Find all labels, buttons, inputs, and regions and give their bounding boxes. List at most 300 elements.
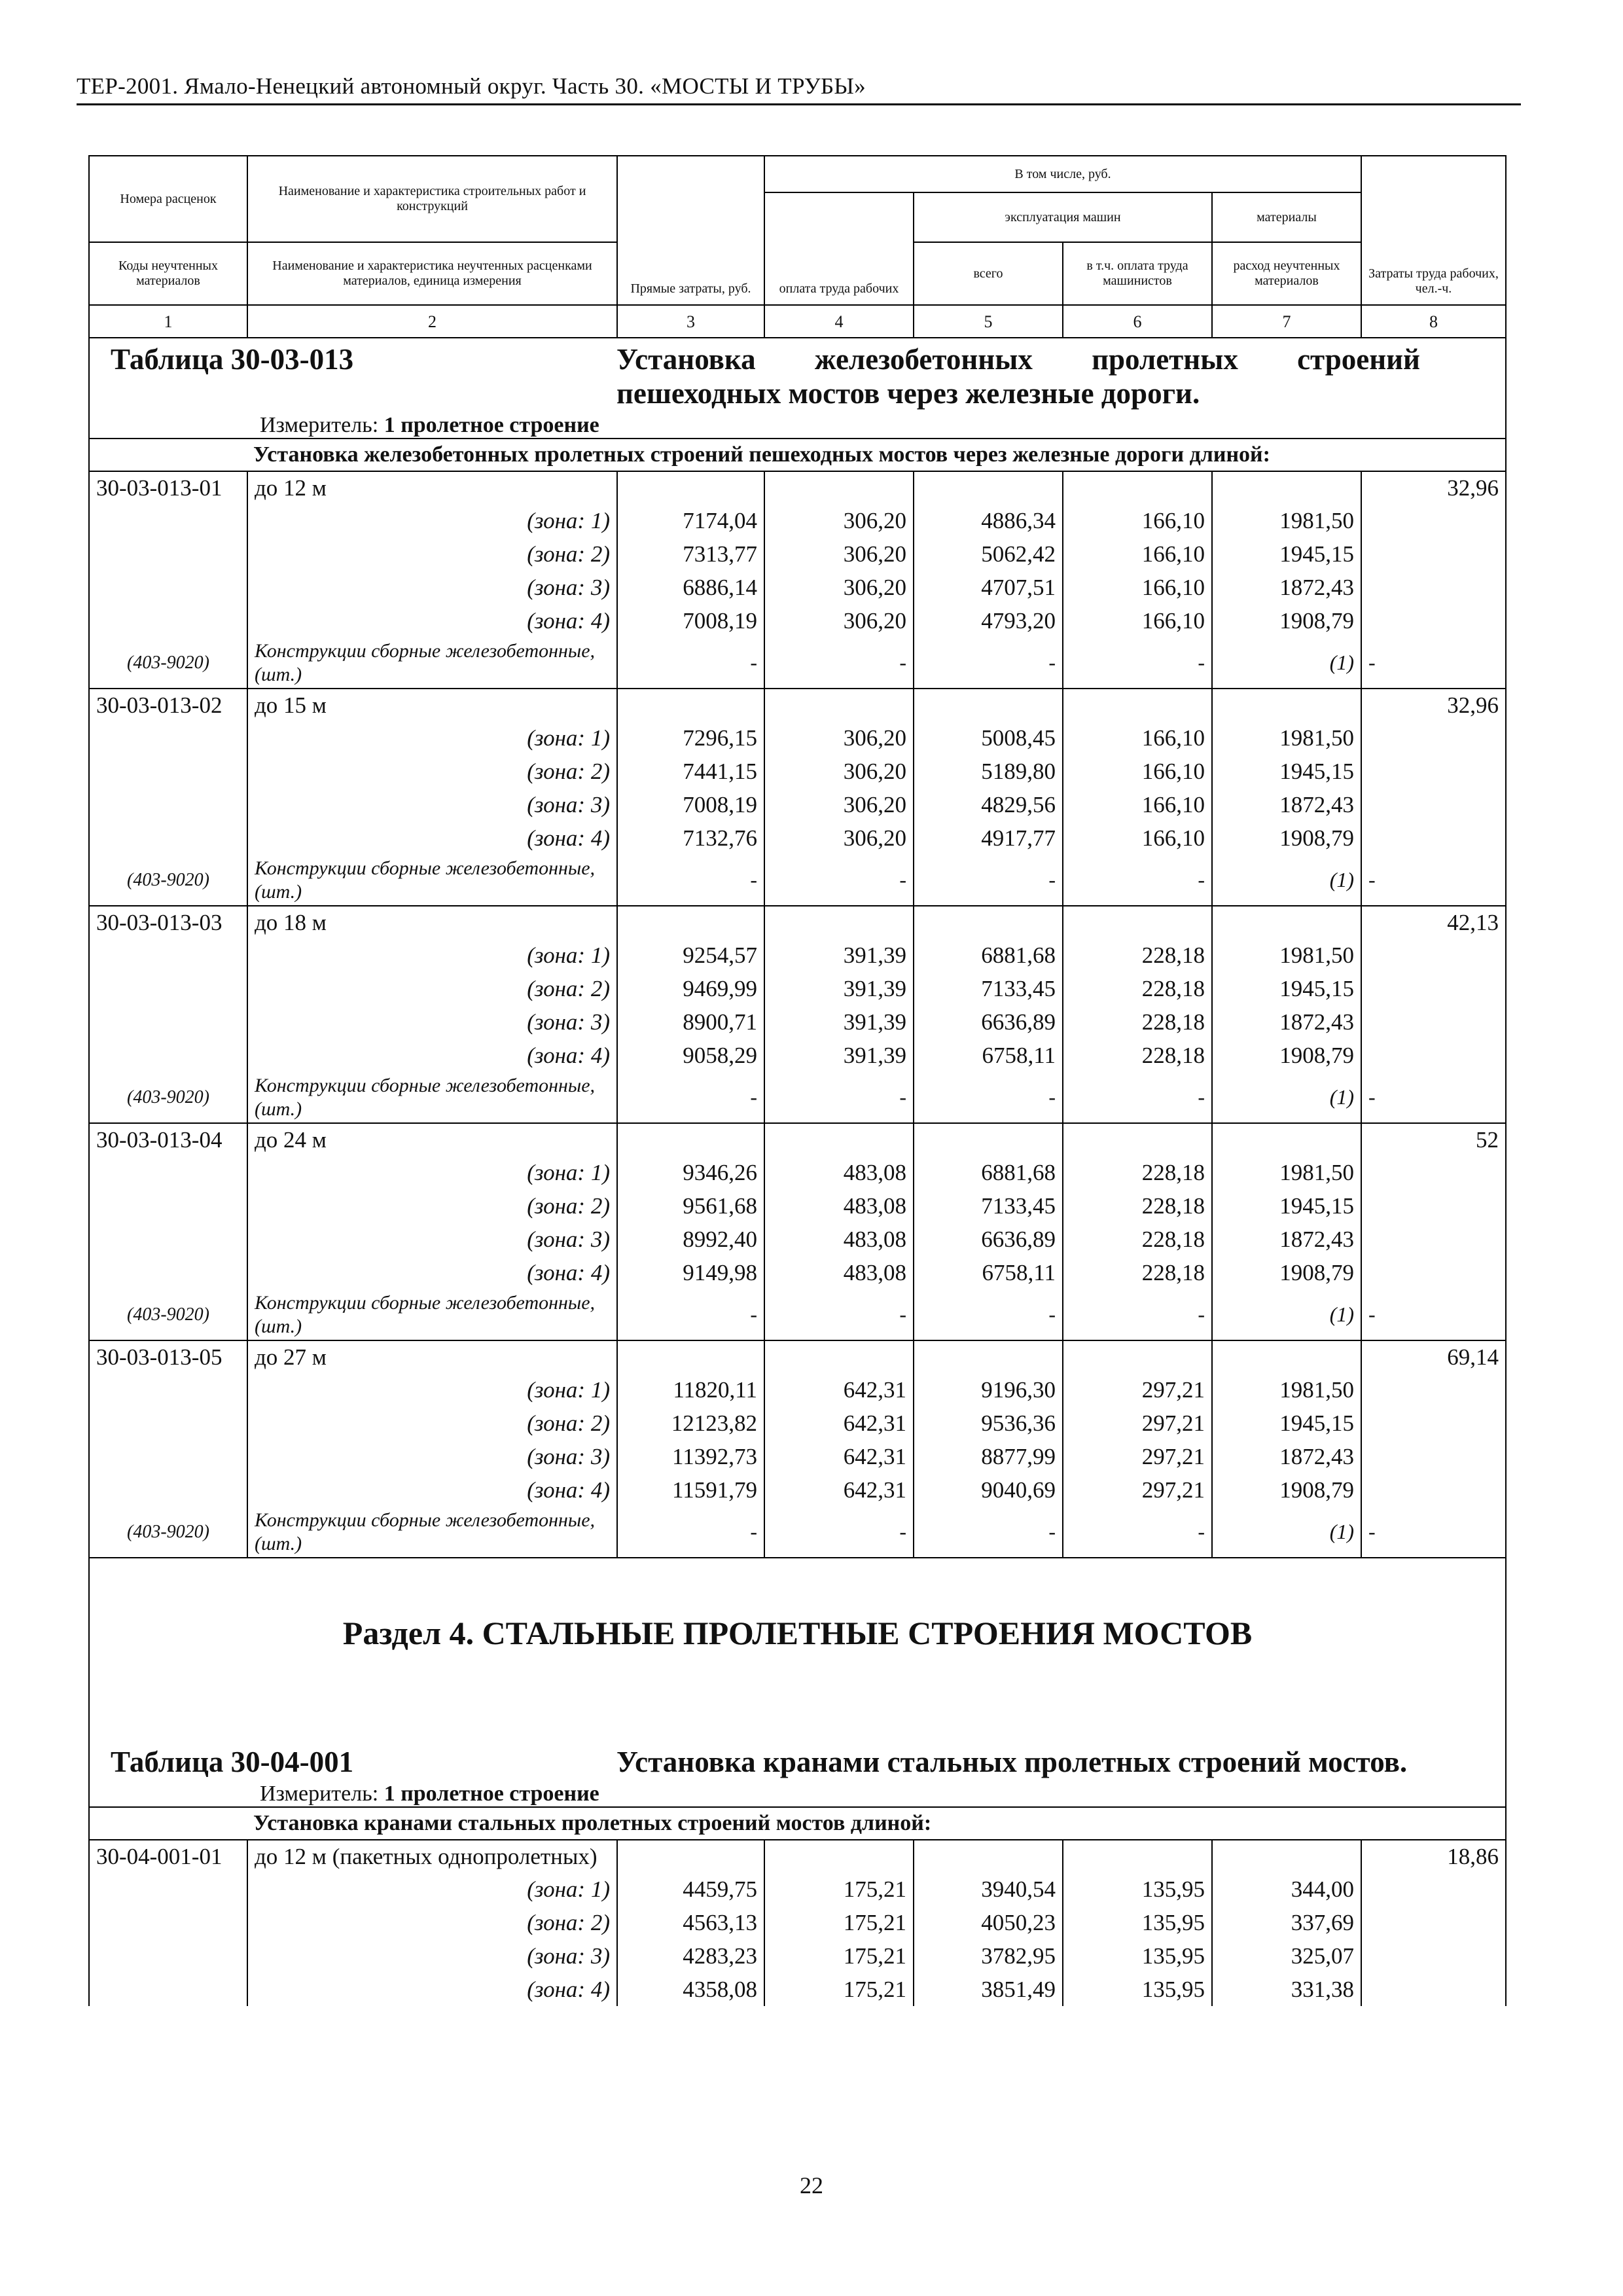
material-code: (403-9020) xyxy=(89,637,247,689)
zone-label: (зона: 2) xyxy=(247,755,617,788)
direct-cost: 4459,75 xyxy=(617,1873,764,1906)
table-row xyxy=(89,1873,1506,1906)
rate-code: 30-03-013-03 xyxy=(89,906,247,939)
machine-op-total: 3940,54 xyxy=(914,1873,1063,1906)
col-machine-op: эксплуатация машин xyxy=(914,192,1212,242)
zone-label: (зона: 1) xyxy=(247,1373,617,1407)
col-unaccounted-materials: расход неучтенных материалов xyxy=(1212,242,1361,305)
machinist-pay: 228,18 xyxy=(1063,1223,1212,1256)
machinist-pay: 297,21 xyxy=(1063,1440,1212,1473)
empty-cell xyxy=(1361,1873,1506,1906)
direct-cost: 7132,76 xyxy=(617,821,764,855)
machine-op-total: 5189,80 xyxy=(914,755,1063,788)
machine-op-total: 4707,51 xyxy=(914,571,1063,604)
labor-pay: 306,20 xyxy=(764,504,914,537)
col-work-name: Наименование и характеристика строительных работ и конструкций xyxy=(247,156,617,242)
table-row xyxy=(89,1906,1506,1939)
direct-cost: 7008,19 xyxy=(617,788,764,821)
materials-cost: 337,69 xyxy=(1212,1906,1361,1939)
direct-cost: 11820,11 xyxy=(617,1373,764,1407)
material-direct: - xyxy=(617,855,764,906)
materials-cost: 1908,79 xyxy=(1212,604,1361,637)
empty-cell xyxy=(89,1189,247,1223)
empty-cell xyxy=(617,906,764,939)
zone-label: (зона: 4) xyxy=(247,821,617,855)
col-num-5: 5 xyxy=(914,305,1063,338)
empty-cell xyxy=(1212,1840,1361,1873)
labor-pay: 642,31 xyxy=(764,1440,914,1473)
header-rule xyxy=(77,103,1521,105)
table-row xyxy=(89,1656,1506,1741)
machine-op-total: 3782,95 xyxy=(914,1939,1063,1973)
empty-cell xyxy=(1361,1473,1506,1507)
machinist-pay: 166,10 xyxy=(1063,504,1212,537)
table-number: Таблица 30-04-001 xyxy=(111,1746,354,1778)
machine-op-total: 7133,45 xyxy=(914,972,1063,1005)
col-labor-cost: Затраты труда рабочих, чел.-ч. xyxy=(1361,156,1506,305)
labor-pay: 306,20 xyxy=(764,788,914,821)
table-body xyxy=(89,338,1506,2006)
empty-cell xyxy=(914,1123,1063,1156)
zone-label: (зона: 4) xyxy=(247,1039,617,1072)
labor-pay: 175,21 xyxy=(764,1939,914,1973)
machinist-pay: 166,10 xyxy=(1063,721,1212,755)
empty-cell xyxy=(89,1156,247,1189)
materials-cost: 1981,50 xyxy=(1212,1373,1361,1407)
machine-op-total: 8877,99 xyxy=(914,1440,1063,1473)
page-number: 22 xyxy=(800,2172,823,2198)
material-pay: - xyxy=(764,1072,914,1123)
direct-cost: 7296,15 xyxy=(617,721,764,755)
materials-cost: 1981,50 xyxy=(1212,504,1361,537)
table-row xyxy=(89,972,1506,1005)
labor-pay: 483,08 xyxy=(764,1223,914,1256)
empty-cell xyxy=(1361,537,1506,571)
direct-cost: 9254,57 xyxy=(617,939,764,972)
empty-cell xyxy=(89,972,247,1005)
rate-name: до 24 м xyxy=(247,1123,617,1156)
table-row xyxy=(89,1807,1506,1840)
machine-op-total: 4829,56 xyxy=(914,788,1063,821)
empty-cell xyxy=(1361,821,1506,855)
table-row xyxy=(89,537,1506,571)
machinist-pay: 166,10 xyxy=(1063,571,1212,604)
empty-cell xyxy=(764,689,914,721)
table-row xyxy=(89,571,1506,604)
material-mach: - xyxy=(914,1072,1063,1123)
empty-cell xyxy=(764,1123,914,1156)
empty-cell xyxy=(1361,1939,1506,1973)
empty-cell xyxy=(1361,972,1506,1005)
empty-cell xyxy=(1063,471,1212,504)
material-machpay: - xyxy=(1063,637,1212,689)
empty-cell xyxy=(89,821,247,855)
empty-cell xyxy=(89,939,247,972)
table-row xyxy=(89,1340,1506,1373)
labor-pay: 306,20 xyxy=(764,571,914,604)
zone-label: (зона: 2) xyxy=(247,537,617,571)
labor-pay: 175,21 xyxy=(764,1973,914,2006)
material-pay: - xyxy=(764,1289,914,1340)
rate-name: до 12 м (пакетных однопролетных) xyxy=(247,1840,617,1873)
measure-value: 1 пролетное строение xyxy=(383,1782,599,1806)
machinist-pay: 166,10 xyxy=(1063,604,1212,637)
direct-cost: 4358,08 xyxy=(617,1973,764,2006)
col-labor-pay: оплата труда рабочих xyxy=(764,192,914,305)
material-machpay: - xyxy=(1063,1072,1212,1123)
measure-value: 1 пролетное строение xyxy=(383,413,599,437)
empty-cell xyxy=(1361,788,1506,821)
empty-cell xyxy=(1063,906,1212,939)
table-row xyxy=(89,821,1506,855)
machinist-pay: 135,95 xyxy=(1063,1873,1212,1906)
machine-op-total: 5008,45 xyxy=(914,721,1063,755)
zone-label: (зона: 1) xyxy=(247,721,617,755)
material-machpay: - xyxy=(1063,1289,1212,1340)
material-mach: - xyxy=(914,1507,1063,1558)
col-num-3: 3 xyxy=(617,305,764,338)
labor-pay: 391,39 xyxy=(764,972,914,1005)
material-pay: - xyxy=(764,855,914,906)
empty-cell xyxy=(89,571,247,604)
empty-cell xyxy=(1361,939,1506,972)
zone-label: (зона: 2) xyxy=(247,1906,617,1939)
material-code: (403-9020) xyxy=(89,1289,247,1340)
machine-op-total: 9536,36 xyxy=(914,1407,1063,1440)
col-material-codes: Коды неучтенных материалов xyxy=(89,242,247,305)
rate-code: 30-03-013-04 xyxy=(89,1123,247,1156)
machinist-pay: 135,95 xyxy=(1063,1906,1212,1939)
labor-pay: 391,39 xyxy=(764,939,914,972)
empty-cell xyxy=(89,1407,247,1440)
material-labor: - xyxy=(1361,637,1506,689)
empty-cell xyxy=(1063,1840,1212,1873)
material-labor: - xyxy=(1361,1072,1506,1123)
material-code: (403-9020) xyxy=(89,1507,247,1558)
zone-label: (зона: 1) xyxy=(247,504,617,537)
materials-cost: 1945,15 xyxy=(1212,1407,1361,1440)
zone-label: (зона: 2) xyxy=(247,972,617,1005)
zone-label: (зона: 3) xyxy=(247,1939,617,1973)
table-header xyxy=(89,156,1506,338)
measure-label: Измеритель: xyxy=(260,1782,379,1806)
material-labor: - xyxy=(1361,855,1506,906)
material-consumption: (1) xyxy=(1212,855,1361,906)
rate-code: 30-03-013-02 xyxy=(89,689,247,721)
table-title: Установка кранами стальных пролетных строений мостов. xyxy=(616,1746,1408,1778)
table-row xyxy=(89,906,1506,939)
labor-pay: 306,20 xyxy=(764,721,914,755)
direct-cost: 7008,19 xyxy=(617,604,764,637)
empty-cell xyxy=(1361,1039,1506,1072)
table-row xyxy=(89,1005,1506,1039)
table-row xyxy=(89,1973,1506,2006)
materials-cost: 1945,15 xyxy=(1212,1189,1361,1223)
machine-op-total: 6881,68 xyxy=(914,1156,1063,1189)
table-title-block xyxy=(89,338,1506,439)
table-row xyxy=(89,1610,1506,1656)
empty-cell xyxy=(914,906,1063,939)
col-num-7: 7 xyxy=(1212,305,1361,338)
labor-pay: 306,20 xyxy=(764,537,914,571)
material-labor: - xyxy=(1361,1507,1506,1558)
machinist-pay: 166,10 xyxy=(1063,537,1212,571)
empty-cell xyxy=(1361,1156,1506,1189)
labor-cost: 32,96 xyxy=(1361,689,1506,721)
empty-cell xyxy=(89,788,247,821)
direct-cost: 7174,04 xyxy=(617,504,764,537)
machine-op-total: 6881,68 xyxy=(914,939,1063,972)
rate-code: 30-04-001-01 xyxy=(89,1840,247,1873)
machinist-pay: 228,18 xyxy=(1063,972,1212,1005)
machinist-pay: 228,18 xyxy=(1063,1005,1212,1039)
materials-cost: 1872,43 xyxy=(1212,1440,1361,1473)
table-row xyxy=(89,1407,1506,1440)
labor-pay: 642,31 xyxy=(764,1473,914,1507)
table-number: Таблица 30-03-013 xyxy=(111,343,354,376)
materials-cost: 1908,79 xyxy=(1212,1473,1361,1507)
machinist-pay: 297,21 xyxy=(1063,1407,1212,1440)
empty-cell xyxy=(1212,689,1361,721)
machine-op-total: 5062,42 xyxy=(914,537,1063,571)
material-name: Конструкции сборные железобетонные, (шт.) xyxy=(247,1289,617,1340)
table-title-block xyxy=(89,1741,1506,1807)
machinist-pay: 228,18 xyxy=(1063,1189,1212,1223)
material-machpay: - xyxy=(1063,855,1212,906)
materials-cost: 1981,50 xyxy=(1212,939,1361,972)
material-name: Конструкции сборные железобетонные, (шт.) xyxy=(247,1072,617,1123)
labor-cost: 42,13 xyxy=(1361,906,1506,939)
table-row xyxy=(89,1289,1506,1340)
table-row xyxy=(89,1440,1506,1473)
machinist-pay: 166,10 xyxy=(1063,755,1212,788)
machine-op-total: 6636,89 xyxy=(914,1005,1063,1039)
empty-cell xyxy=(1361,1973,1506,2006)
materials-cost: 1872,43 xyxy=(1212,1005,1361,1039)
table-row xyxy=(89,1840,1506,1873)
direct-cost: 8900,71 xyxy=(617,1005,764,1039)
empty-cell xyxy=(1361,1005,1506,1039)
rate-name: до 12 м xyxy=(247,471,617,504)
table-title: Установка железобетонных пролетных строений пешеходных мостов через железные дороги. xyxy=(616,343,1420,410)
material-name: Конструкции сборные железобетонные, (шт.) xyxy=(247,637,617,689)
empty-cell xyxy=(764,471,914,504)
labor-cost: 69,14 xyxy=(1361,1340,1506,1373)
empty-cell xyxy=(1361,1223,1506,1256)
labor-cost: 32,96 xyxy=(1361,471,1506,504)
table-row xyxy=(89,439,1506,471)
col-including: В том числе, руб. xyxy=(764,156,1361,192)
machinist-pay: 228,18 xyxy=(1063,939,1212,972)
machine-op-total: 9040,69 xyxy=(914,1473,1063,1507)
material-direct: - xyxy=(617,1072,764,1123)
empty-cell xyxy=(914,689,1063,721)
direct-cost: 12123,82 xyxy=(617,1407,764,1440)
zone-label: (зона: 4) xyxy=(247,1473,617,1507)
direct-cost: 9469,99 xyxy=(617,972,764,1005)
table-row xyxy=(89,721,1506,755)
labor-pay: 391,39 xyxy=(764,1005,914,1039)
zone-label: (зона: 1) xyxy=(247,1873,617,1906)
labor-cost: 18,86 xyxy=(1361,1840,1506,1873)
materials-cost: 1981,50 xyxy=(1212,1156,1361,1189)
empty-cell xyxy=(89,537,247,571)
col-materials: материалы xyxy=(1212,192,1361,242)
material-mach: - xyxy=(914,855,1063,906)
labor-pay: 483,08 xyxy=(764,1256,914,1289)
empty-cell xyxy=(1212,1123,1361,1156)
labor-pay: 175,21 xyxy=(764,1873,914,1906)
material-name: Конструкции сборные железобетонные, (шт.) xyxy=(247,1507,617,1558)
direct-cost: 7441,15 xyxy=(617,755,764,788)
empty-cell xyxy=(89,1223,247,1256)
machinist-pay: 297,21 xyxy=(1063,1373,1212,1407)
zone-label: (зона: 4) xyxy=(247,1973,617,2006)
table-row xyxy=(89,1156,1506,1189)
material-consumption: (1) xyxy=(1212,1072,1361,1123)
table-row xyxy=(89,1741,1506,1807)
rate-code: 30-03-013-05 xyxy=(89,1340,247,1373)
zone-label: (зона: 3) xyxy=(247,1223,617,1256)
table-row xyxy=(89,1189,1506,1223)
empty-cell xyxy=(914,1840,1063,1873)
material-direct: - xyxy=(617,1289,764,1340)
materials-cost: 1872,43 xyxy=(1212,1223,1361,1256)
empty-cell xyxy=(617,1123,764,1156)
measure-line xyxy=(96,413,1499,438)
empty-cell xyxy=(764,906,914,939)
empty-cell xyxy=(1212,906,1361,939)
material-consumption: (1) xyxy=(1212,1507,1361,1558)
zone-label: (зона: 2) xyxy=(247,1407,617,1440)
section-title: Раздел 4. СТАЛЬНЫЕ ПРОЛЕТНЫЕ СТРОЕНИЯ МОСТОВ xyxy=(89,1610,1506,1656)
empty-cell xyxy=(617,1840,764,1873)
zone-label: (зона: 3) xyxy=(247,1440,617,1473)
empty-cell xyxy=(89,1906,247,1939)
direct-cost: 7313,77 xyxy=(617,537,764,571)
table-row xyxy=(89,1123,1506,1156)
materials-cost: 1908,79 xyxy=(1212,821,1361,855)
empty-cell xyxy=(1361,571,1506,604)
material-code: (403-9020) xyxy=(89,1072,247,1123)
empty-cell xyxy=(1063,1123,1212,1156)
direct-cost: 9149,98 xyxy=(617,1256,764,1289)
materials-cost: 1872,43 xyxy=(1212,788,1361,821)
table-row xyxy=(89,1507,1506,1558)
machine-op-total: 4050,23 xyxy=(914,1906,1063,1939)
empty-cell xyxy=(1212,471,1361,504)
col-machinist-pay: в т.ч. оплата труда машинистов xyxy=(1063,242,1212,305)
machinist-pay: 228,18 xyxy=(1063,1156,1212,1189)
measure-label: Измеритель: xyxy=(260,413,379,437)
materials-cost: 344,00 xyxy=(1212,1873,1361,1906)
zone-label: (зона: 4) xyxy=(247,1256,617,1289)
material-consumption: (1) xyxy=(1212,1289,1361,1340)
labor-cost: 52 xyxy=(1361,1123,1506,1156)
empty-cell xyxy=(617,471,764,504)
rate-name: до 15 м xyxy=(247,689,617,721)
col-direct-cost: Прямые затраты, руб. xyxy=(617,156,764,305)
empty-cell xyxy=(914,1340,1063,1373)
col-num-8: 8 xyxy=(1361,305,1506,338)
table-row xyxy=(89,604,1506,637)
table-row xyxy=(89,755,1506,788)
table-row xyxy=(89,338,1506,439)
machinist-pay: 135,95 xyxy=(1063,1973,1212,2006)
machine-op-total: 4886,34 xyxy=(914,504,1063,537)
labor-pay: 483,08 xyxy=(764,1189,914,1223)
machine-op-total: 4917,77 xyxy=(914,821,1063,855)
empty-cell xyxy=(89,1873,247,1906)
zone-label: (зона: 1) xyxy=(247,1156,617,1189)
empty-cell xyxy=(89,1005,247,1039)
table-subheading: Установка кранами стальных пролетных строений мостов длиной: xyxy=(89,1807,1506,1840)
materials-cost: 331,38 xyxy=(1212,1973,1361,2006)
direct-cost: 9058,29 xyxy=(617,1039,764,1072)
empty-cell xyxy=(1212,1340,1361,1373)
table-row xyxy=(89,1373,1506,1407)
labor-pay: 175,21 xyxy=(764,1906,914,1939)
material-labor: - xyxy=(1361,1289,1506,1340)
table-row xyxy=(89,1939,1506,1973)
table-row xyxy=(89,939,1506,972)
empty-cell xyxy=(1361,1906,1506,1939)
material-direct: - xyxy=(617,1507,764,1558)
machine-op-total: 6758,11 xyxy=(914,1039,1063,1072)
machine-op-total: 7133,45 xyxy=(914,1189,1063,1223)
col-material-names: Наименование и характеристика неучтенных расценками материалов, единица измерения xyxy=(247,242,617,305)
measure-line xyxy=(96,1782,1499,1806)
rate-code: 30-03-013-01 xyxy=(89,471,247,504)
material-pay: - xyxy=(764,637,914,689)
table-row xyxy=(89,504,1506,537)
materials-cost: 1945,15 xyxy=(1212,537,1361,571)
direct-cost: 11392,73 xyxy=(617,1440,764,1473)
empty-cell xyxy=(89,1440,247,1473)
zone-label: (зона: 2) xyxy=(247,1189,617,1223)
material-code: (403-9020) xyxy=(89,855,247,906)
materials-cost: 1945,15 xyxy=(1212,972,1361,1005)
zone-label: (зона: 3) xyxy=(247,788,617,821)
empty-cell xyxy=(89,721,247,755)
spacer xyxy=(89,1558,1506,1610)
labor-pay: 483,08 xyxy=(764,1156,914,1189)
machinist-pay: 166,10 xyxy=(1063,788,1212,821)
direct-cost: 4283,23 xyxy=(617,1939,764,1973)
direct-cost: 4563,13 xyxy=(617,1906,764,1939)
empty-cell xyxy=(1361,504,1506,537)
labor-pay: 391,39 xyxy=(764,1039,914,1072)
empty-cell xyxy=(89,755,247,788)
materials-cost: 1908,79 xyxy=(1212,1256,1361,1289)
empty-cell xyxy=(1361,604,1506,637)
col-num-6: 6 xyxy=(1063,305,1212,338)
zone-label: (зона: 3) xyxy=(247,571,617,604)
empty-cell xyxy=(1361,1440,1506,1473)
material-name: Конструкции сборные железобетонные, (шт.) xyxy=(247,855,617,906)
table-row xyxy=(89,1223,1506,1256)
rate-name: до 18 м xyxy=(247,906,617,939)
empty-cell xyxy=(1361,721,1506,755)
machine-op-total: 9196,30 xyxy=(914,1373,1063,1407)
empty-cell xyxy=(617,1340,764,1373)
machine-op-total: 4793,20 xyxy=(914,604,1063,637)
empty-cell xyxy=(89,504,247,537)
empty-cell xyxy=(89,604,247,637)
table-row xyxy=(89,1473,1506,1507)
labor-pay: 306,20 xyxy=(764,755,914,788)
empty-cell xyxy=(89,1973,247,2006)
